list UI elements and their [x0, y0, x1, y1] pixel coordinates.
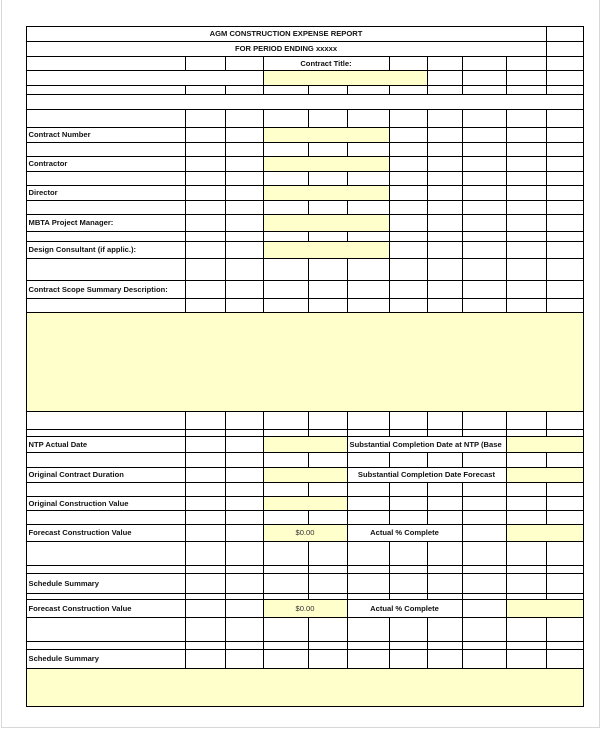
grid-cell — [546, 298, 584, 313]
grid-cell — [389, 411, 428, 430]
grid-cell — [427, 452, 463, 468]
grid-cell — [26, 70, 264, 86]
grid-cell — [26, 142, 186, 157]
grid-cell — [347, 452, 390, 468]
schedule-summary-input[interactable] — [26, 668, 584, 707]
grid-cell — [225, 127, 264, 143]
label-cell: Design Consultant (if applic.): — [26, 241, 186, 259]
grid-cell — [308, 573, 348, 594]
grid-cell — [185, 510, 226, 525]
grid-cell — [225, 510, 264, 525]
grid-cell — [26, 411, 186, 430]
grid-cell — [347, 171, 390, 186]
grid-cell — [225, 298, 264, 313]
grid-cell — [389, 541, 428, 566]
grid-cell — [308, 200, 348, 215]
grid-cell — [225, 214, 264, 232]
grid-cell — [347, 258, 390, 281]
grid-cell — [225, 280, 264, 299]
grid-cell — [462, 617, 507, 642]
grid-cell — [462, 56, 507, 71]
grid-cell — [546, 280, 584, 299]
grid-cell — [347, 482, 390, 497]
label-cell: Director — [26, 185, 186, 201]
grid-cell — [225, 241, 264, 259]
grid-cell — [263, 411, 309, 430]
grid-cell — [506, 241, 547, 259]
grid-cell — [546, 510, 584, 525]
label-cell: Schedule Summary — [26, 573, 186, 594]
grid-cell — [546, 496, 584, 511]
grid-cell — [462, 599, 507, 618]
grid-cell — [427, 649, 463, 669]
grid-cell — [26, 94, 584, 110]
grid-cell — [185, 452, 226, 468]
grid-cell — [347, 649, 390, 669]
grid-cell — [263, 573, 309, 594]
grid-cell — [308, 411, 348, 430]
grid-cell — [462, 156, 507, 172]
grid-cell — [427, 214, 463, 232]
grid-cell — [225, 200, 264, 215]
grid-cell — [506, 56, 547, 71]
grid-cell — [347, 573, 390, 594]
grid-cell — [462, 185, 507, 201]
grid-cell — [347, 280, 390, 299]
grid-cell — [462, 573, 507, 594]
grid-cell — [389, 258, 428, 281]
grid-cell — [506, 200, 547, 215]
grid-cell — [347, 109, 390, 128]
input-cell[interactable] — [263, 127, 390, 143]
grid-cell — [546, 185, 584, 201]
grid-cell — [185, 617, 226, 642]
grid-cell — [26, 510, 186, 525]
grid-cell — [347, 200, 390, 215]
contract-title-label: Contract Title: — [263, 56, 390, 71]
label-cell: Substantial Completion Date at NTP (Base — [347, 436, 507, 453]
grid-cell — [389, 214, 428, 232]
grid-cell — [506, 649, 547, 669]
grid-cell — [389, 127, 428, 143]
grid-cell — [389, 56, 428, 71]
grid-cell — [427, 617, 463, 642]
grid-cell — [427, 171, 463, 186]
grid-cell — [263, 142, 309, 157]
grid-cell — [26, 452, 186, 468]
grid-cell — [462, 452, 507, 468]
scope-description-input[interactable] — [26, 312, 584, 412]
grid-cell — [308, 482, 348, 497]
grid-cell — [185, 109, 226, 128]
grid-cell — [308, 142, 348, 157]
grid-cell — [185, 258, 226, 281]
grid-cell — [225, 599, 264, 618]
grid-cell — [308, 109, 348, 128]
label-cell: Contractor — [26, 156, 186, 172]
grid-cell — [308, 258, 348, 281]
grid-cell — [462, 541, 507, 566]
grid-cell — [263, 109, 309, 128]
grid-cell — [389, 617, 428, 642]
grid-cell — [546, 617, 584, 642]
grid-cell — [26, 56, 186, 71]
grid-cell — [225, 467, 264, 483]
grid-cell — [26, 171, 186, 186]
grid-cell — [506, 482, 547, 497]
input-cell[interactable] — [506, 467, 584, 483]
grid-cell — [308, 510, 348, 525]
grid-cell — [506, 258, 547, 281]
grid-cell — [546, 541, 584, 566]
grid-cell — [427, 70, 463, 86]
grid-cell — [225, 573, 264, 594]
grid-cell — [263, 452, 309, 468]
grid-cell — [462, 280, 507, 299]
grid-cell — [427, 280, 463, 299]
grid-cell — [427, 241, 463, 259]
input-cell[interactable] — [263, 496, 348, 511]
label-cell: Contract Number — [26, 127, 186, 143]
grid-cell — [389, 142, 428, 157]
grid-cell — [389, 649, 428, 669]
grid-cell — [427, 56, 463, 71]
grid-cell — [225, 185, 264, 201]
grid-cell — [389, 109, 428, 128]
grid-cell — [263, 280, 309, 299]
input-cell[interactable] — [506, 599, 584, 618]
grid-cell — [225, 436, 264, 453]
report-title: AGM CONSTRUCTION EXPENSE REPORT — [26, 26, 547, 42]
grid-cell — [546, 482, 584, 497]
grid-cell — [546, 258, 584, 281]
grid-cell — [185, 214, 226, 232]
spreadsheet-page — [1, 0, 600, 728]
grid-cell — [546, 142, 584, 157]
grid-cell — [462, 411, 507, 430]
grid-cell — [389, 156, 428, 172]
grid-cell — [185, 573, 226, 594]
grid-cell — [546, 649, 584, 669]
grid-cell — [263, 649, 309, 669]
grid-cell — [462, 70, 507, 86]
grid-cell — [506, 496, 547, 511]
grid-cell — [185, 541, 226, 566]
forecast-value-cell[interactable]: $0.00 — [263, 524, 348, 542]
grid-cell — [546, 70, 584, 86]
label-cell: Schedule Summary — [26, 649, 186, 669]
input-cell[interactable] — [506, 524, 584, 542]
grid-cell — [26, 298, 186, 313]
grid-cell — [427, 298, 463, 313]
grid-cell — [225, 142, 264, 157]
grid-cell — [546, 171, 584, 186]
grid-cell — [26, 258, 186, 281]
grid-cell — [462, 171, 507, 186]
grid-cell — [225, 617, 264, 642]
grid-cell — [462, 496, 507, 511]
grid-cell — [308, 452, 348, 468]
grid-cell — [225, 649, 264, 669]
grid-cell — [427, 156, 463, 172]
label-cell: Original Construction Value — [26, 496, 186, 511]
label-cell: Original Contract Duration — [26, 467, 186, 483]
grid-cell — [185, 185, 226, 201]
grid-cell — [427, 109, 463, 128]
grid-cell — [185, 467, 226, 483]
grid-cell — [462, 127, 507, 143]
report-period: FOR PERIOD ENDING xxxxx — [26, 41, 547, 57]
grid-cell — [546, 56, 584, 71]
grid-cell — [263, 298, 309, 313]
grid-cell — [263, 482, 309, 497]
grid-cell — [26, 541, 186, 566]
grid-cell — [506, 411, 547, 430]
grid-cell — [546, 41, 584, 57]
grid-cell — [308, 541, 348, 566]
grid-cell — [185, 56, 226, 71]
label-cell: MBTA Project Manager: — [26, 214, 186, 232]
grid-cell — [427, 573, 463, 594]
grid-cell — [546, 573, 584, 594]
grid-cell — [225, 482, 264, 497]
grid-cell — [427, 142, 463, 157]
grid-cell — [546, 411, 584, 430]
grid-cell — [185, 411, 226, 430]
grid-cell — [389, 298, 428, 313]
grid-cell — [427, 185, 463, 201]
grid-cell — [506, 510, 547, 525]
grid-cell — [308, 649, 348, 669]
grid-cell — [185, 436, 226, 453]
grid-cell — [389, 200, 428, 215]
grid-cell — [347, 496, 390, 511]
grid-cell — [185, 280, 226, 299]
grid-cell — [506, 280, 547, 299]
grid-cell — [263, 617, 309, 642]
grid-cell — [506, 171, 547, 186]
grid-cell — [185, 599, 226, 618]
grid-cell — [185, 524, 226, 542]
contract-title-input[interactable] — [263, 70, 428, 86]
grid-cell — [427, 541, 463, 566]
input-cell[interactable] — [263, 241, 390, 259]
input-cell[interactable] — [263, 436, 348, 453]
grid-cell — [462, 482, 507, 497]
grid-cell — [225, 452, 264, 468]
grid-cell — [225, 258, 264, 281]
grid-cell — [26, 109, 186, 128]
grid-cell — [506, 573, 547, 594]
grid-cell — [389, 573, 428, 594]
grid-cell — [506, 214, 547, 232]
grid-cell — [263, 510, 309, 525]
grid-cell — [462, 524, 507, 542]
grid-cell — [185, 171, 226, 186]
grid-cell — [389, 452, 428, 468]
grid-cell — [185, 127, 226, 143]
grid-cell — [506, 109, 547, 128]
grid-cell — [389, 241, 428, 259]
grid-cell — [462, 142, 507, 157]
grid-cell — [225, 109, 264, 128]
grid-cell — [389, 482, 428, 497]
label-cell: Actual % Complete — [347, 599, 463, 618]
grid-cell — [185, 298, 226, 313]
label-cell: Forecast Construction Value — [26, 524, 186, 542]
label-cell: Actual % Complete — [347, 524, 463, 542]
grid-cell — [185, 156, 226, 172]
grid-cell — [347, 142, 390, 157]
grid-cell — [506, 185, 547, 201]
input-cell[interactable] — [263, 467, 348, 483]
grid-cell — [185, 482, 226, 497]
grid-cell — [462, 510, 507, 525]
grid-cell — [26, 482, 186, 497]
input-cell[interactable] — [506, 436, 584, 453]
label-cell: NTP Actual Date — [26, 436, 186, 453]
grid-cell — [26, 617, 186, 642]
grid-cell — [462, 109, 507, 128]
grid-cell — [263, 171, 309, 186]
grid-cell — [427, 258, 463, 281]
grid-cell — [546, 200, 584, 215]
grid-cell — [546, 241, 584, 259]
grid-cell — [185, 649, 226, 669]
input-cell[interactable] — [263, 156, 390, 172]
grid-cell — [308, 280, 348, 299]
grid-cell — [347, 617, 390, 642]
grid-cell — [185, 496, 226, 511]
grid-cell — [506, 127, 547, 143]
grid-cell — [185, 241, 226, 259]
grid-cell — [225, 56, 264, 71]
grid-cell — [263, 200, 309, 215]
grid-cell — [347, 541, 390, 566]
grid-cell — [427, 200, 463, 215]
grid-cell — [308, 617, 348, 642]
grid-cell — [462, 214, 507, 232]
grid-cell — [506, 298, 547, 313]
grid-cell — [506, 541, 547, 566]
grid-cell — [427, 411, 463, 430]
grid-cell — [389, 510, 428, 525]
grid-cell — [546, 452, 584, 468]
grid-cell — [546, 214, 584, 232]
grid-cell — [427, 127, 463, 143]
grid-cell — [185, 142, 226, 157]
input-cell[interactable] — [263, 185, 390, 201]
grid-cell — [389, 185, 428, 201]
forecast-value-cell[interactable]: $0.00 — [263, 599, 348, 618]
grid-cell — [462, 298, 507, 313]
grid-cell — [308, 171, 348, 186]
grid-cell — [263, 258, 309, 281]
grid-cell — [427, 496, 463, 511]
grid-cell — [225, 496, 264, 511]
grid-cell — [506, 142, 547, 157]
grid-cell — [347, 411, 390, 430]
grid-cell — [427, 510, 463, 525]
grid-cell — [225, 524, 264, 542]
grid-cell — [462, 241, 507, 259]
grid-cell — [546, 26, 584, 42]
label-cell: Contract Scope Summary Description: — [26, 280, 186, 299]
grid-cell — [546, 156, 584, 172]
grid-cell — [506, 452, 547, 468]
grid-cell — [546, 109, 584, 128]
input-cell[interactable] — [263, 214, 390, 232]
grid-cell — [427, 482, 463, 497]
grid-cell — [347, 298, 390, 313]
grid-cell — [462, 200, 507, 215]
grid-cell — [506, 617, 547, 642]
grid-cell — [546, 127, 584, 143]
grid-cell — [308, 298, 348, 313]
grid-cell — [506, 156, 547, 172]
label-cell: Substantial Completion Date Forecast — [347, 467, 507, 483]
grid-cell — [225, 411, 264, 430]
grid-cell — [225, 171, 264, 186]
grid-cell — [225, 541, 264, 566]
grid-cell — [462, 258, 507, 281]
label-cell: Forecast Construction Value — [26, 599, 186, 618]
grid-cell — [389, 496, 428, 511]
grid-cell — [389, 171, 428, 186]
grid-cell — [26, 200, 186, 215]
grid-cell — [263, 541, 309, 566]
grid-cell — [185, 200, 226, 215]
grid-cell — [347, 510, 390, 525]
grid-cell — [389, 280, 428, 299]
grid-cell — [225, 156, 264, 172]
grid-cell — [506, 70, 547, 86]
grid-cell — [462, 649, 507, 669]
